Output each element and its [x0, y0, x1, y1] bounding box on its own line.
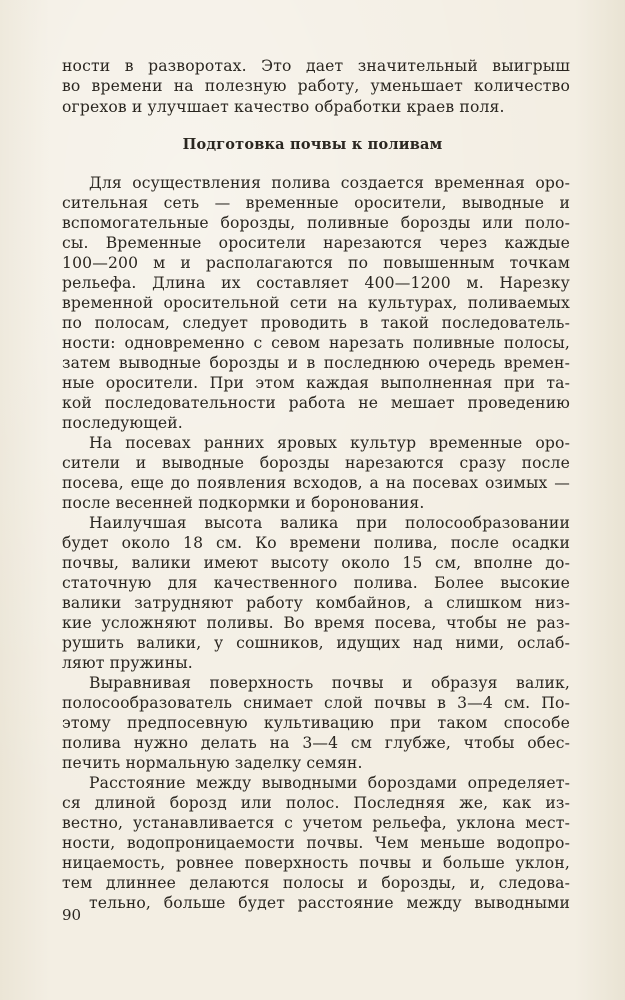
text-line: по полосам, следует проводить в такой последователь- [62, 314, 570, 332]
text-line: Наилучшая высота валика при полосообразовании [89, 514, 570, 532]
text-line: почвы, валики имеют высоту около 15 см, вполне до- [62, 554, 570, 572]
text-line: ности в разворотах. Это дает значительный выигрыш [62, 57, 570, 75]
text-line: этому предпосевную культивацию при таком способе [62, 714, 570, 732]
text-line: ляют пружины. [62, 654, 193, 672]
text-line: будет около 18 см. Ко времени полива, после осадки [62, 534, 570, 552]
text-line: статочную для качественного полива. Более высокие [62, 574, 570, 592]
text-line: сительная сеть — временные оросители, выводные и [62, 194, 570, 212]
text-line: Выравнивая поверхность почвы и образуя валик, [89, 674, 570, 692]
text-line: полосообразователь снимает слой почвы в 3—4 см. По- [62, 694, 570, 712]
text-line: ся длиной борозд или полос. Последняя же, как из- [62, 794, 570, 812]
text-line: На посевах ранних яровых культур временные оро- [89, 434, 570, 452]
text-line: тельно, больше будет расстояние между выводными [89, 894, 570, 912]
text-line: полива нужно делать на 3—4 см глубже, чтобы обес- [62, 734, 570, 752]
text-line: сители и выводные борозды нарезаются сразу после [62, 454, 570, 472]
text-line: посева, еще до появления всходов, а на посевах озимых — [62, 474, 570, 492]
section-heading: Подготовка почвы к поливам [182, 136, 443, 153]
text-line: рельефа. Длина их составляет 400—1200 м. Нарезку [62, 274, 570, 292]
text-line: во времени на полезную работу, уменьшает количество [62, 77, 570, 95]
text-line: Для осуществления полива создается временная оро- [89, 174, 570, 192]
text-line: Расстояние между выводными бороздами определяет- [89, 774, 570, 792]
text-line: сы. Временные оросители нарезаются через каждые [62, 234, 570, 252]
text-line: ности: одновременно с севом нарезать поливные полосы, [62, 334, 570, 352]
text-line: ницаемость, ровнее поверхность почвы и больше уклон, [62, 854, 570, 872]
text-line: огрехов и улучшает качество обработки краев поля. [62, 98, 505, 116]
page-number: 90 [62, 906, 82, 924]
text-line: тем длиннее делаются полосы и борозды, и, следова- [62, 874, 570, 892]
text-line: временной оросительной сети на культурах, поливаемых [62, 294, 570, 312]
text-line: затем выводные борозды и в последнюю очередь времен- [62, 354, 570, 372]
text-line: 100—200 м и располагаются по повышенным точкам [62, 254, 570, 272]
text-line: последующей. [62, 414, 183, 432]
text-line: ные оросители. При этом каждая выполненная при та- [62, 374, 570, 392]
text-line: рушить валики, у сошников, идущих над ними, ослаб- [62, 634, 570, 652]
text-line: кие усложняют поливы. Во время посева, чтобы не раз- [62, 614, 570, 632]
text-line: печить нормальную заделку семян. [62, 754, 363, 772]
text-line: вестно, устанавливается с учетом рельефа, уклона мест- [62, 814, 570, 832]
text-line: вспомогательные борозды, поливные борозды или поло- [62, 214, 570, 232]
text-line: ности, водопроницаемости почвы. Чем меньше водопро- [62, 834, 570, 852]
text-line: валики затрудняют работу комбайнов, а слишком низ- [62, 594, 570, 612]
text-line: после весенней подкормки и боронования. [62, 494, 425, 512]
text-line: кой последовательности работа не мешает проведению [62, 394, 570, 412]
